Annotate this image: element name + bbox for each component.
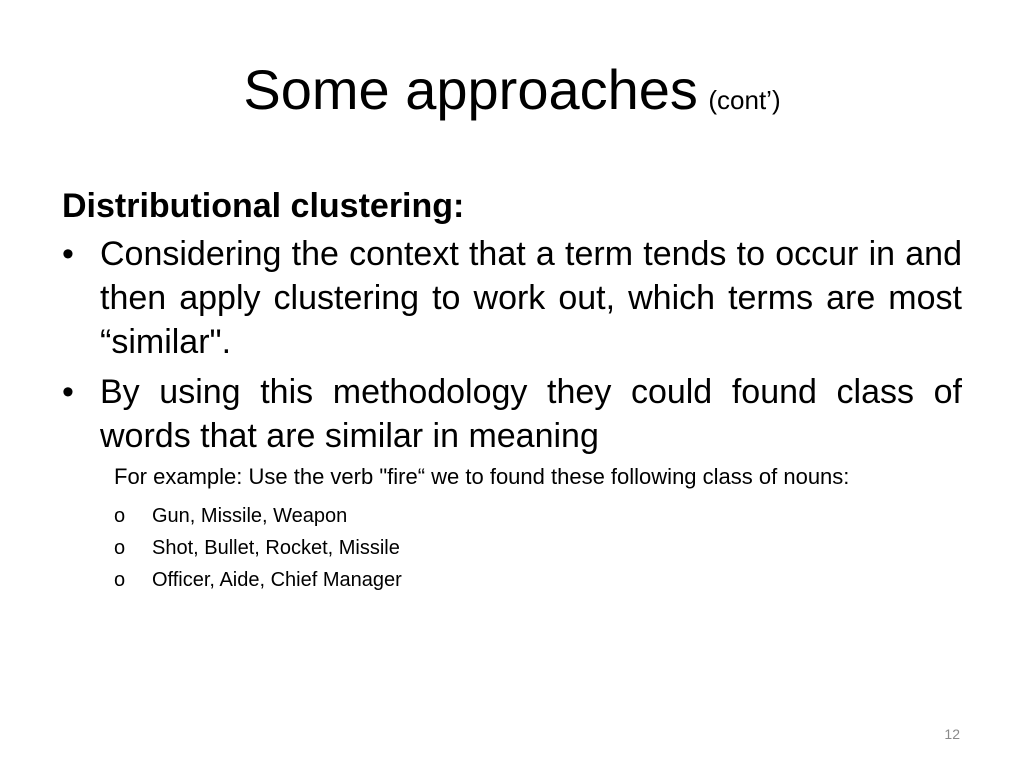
sub-bullet-marker: o [114, 569, 126, 591]
page-number: 12 [944, 726, 960, 742]
bullet-item [62, 370, 962, 458]
bullet-text: By using this methodology they could found class of words that are similar in meaning [100, 373, 962, 455]
list-item [114, 532, 962, 564]
sub-bullet-marker: o [114, 537, 126, 559]
list-item [114, 500, 962, 532]
list-item-text: Shot, Bullet, Rocket, Missile [152, 537, 400, 559]
slide-title-main: Some approaches [243, 58, 698, 121]
bullet-marker: • [62, 235, 74, 273]
slide-title [0, 58, 1024, 121]
slide-content [62, 184, 962, 596]
section-heading: Distributional clustering: [62, 187, 465, 225]
example-text: For example: Use the verb "fire“ we to found these following class of nouns: [114, 464, 850, 489]
sub-bullet-marker: o [114, 505, 126, 527]
list-item-text: Gun, Missile, Weapon [152, 505, 348, 527]
bullet-text: Considering the context that a term tends to occur in and then apply clustering to work out, which terms are most “similar". [100, 235, 962, 361]
list-item [114, 564, 962, 596]
slide-title-suffix: (cont’) [708, 85, 781, 115]
bullet-item [62, 232, 962, 364]
bullet-marker: • [62, 373, 74, 411]
noun-class-list [114, 500, 962, 596]
list-item-text: Officer, Aide, Chief Manager [152, 569, 402, 591]
